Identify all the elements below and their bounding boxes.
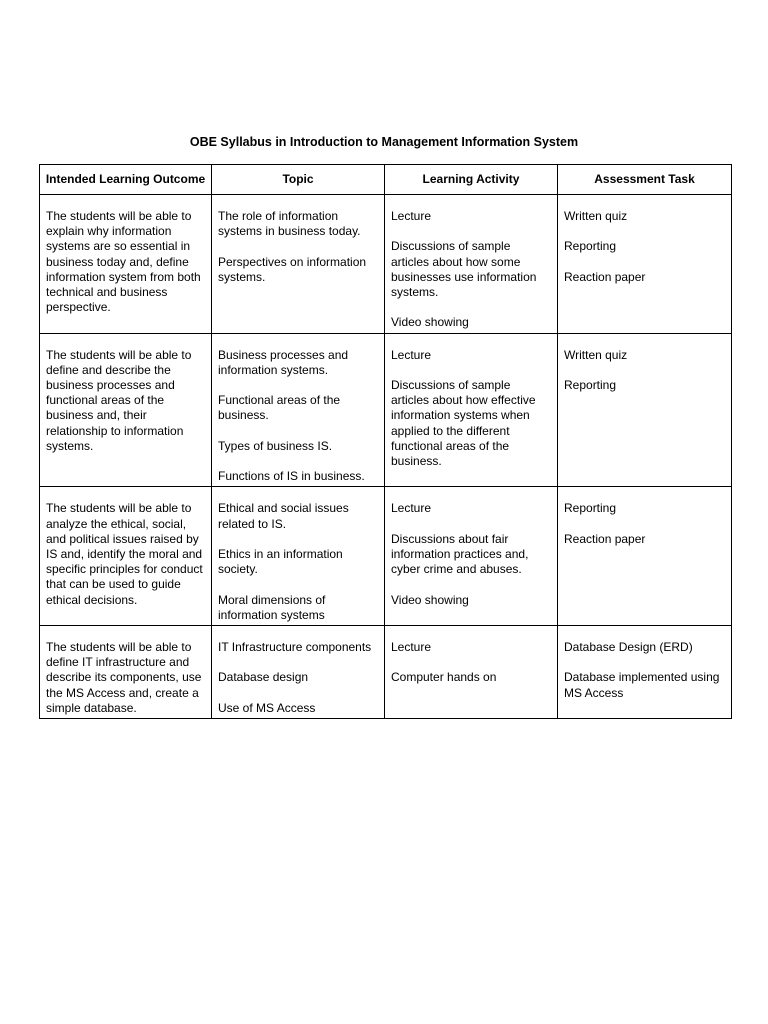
assessment-item: Reaction paper xyxy=(564,531,646,546)
assessment-item: Reporting xyxy=(564,377,617,392)
topic-item: Database design xyxy=(218,670,309,685)
activity-cell xyxy=(385,195,558,334)
assessment-item: Written quiz xyxy=(564,209,628,223)
topic-item: Business processes and information systems. xyxy=(218,347,349,377)
assessment-cell xyxy=(558,625,732,718)
assessment-cell xyxy=(558,487,732,626)
table-row xyxy=(40,625,732,718)
header-learning-activity: Learning Activity xyxy=(385,165,558,195)
topic-item: Ethics in an information society. xyxy=(218,546,343,577)
header-assessment-task: Assessment Task xyxy=(558,165,732,195)
assessment-item: Database implemented using MS Access xyxy=(564,670,720,700)
outcome-text: The students will be able to explain why information systems are so essential in business today and, define information system from both technical and business perspective. xyxy=(46,209,201,315)
activity-cell xyxy=(385,625,558,718)
activity-item: Lecture xyxy=(391,347,432,362)
activity-item: Discussions of sample articles about how some businesses use information systems. xyxy=(391,239,537,299)
topic-item: Use of MS Access xyxy=(218,700,316,715)
activity-item: Discussions of sample articles about how effective information systems when applied to the different functional areas of the business. xyxy=(391,377,536,468)
outcome-text: The students will be able to define IT infrastructure and describe its components, use the MS Access and, create a simple database. xyxy=(46,639,202,715)
header-intended-learning-outcome: Intended Learning Outcome xyxy=(40,165,212,195)
outcome-cell xyxy=(40,487,212,626)
header-topic: Topic xyxy=(212,165,385,195)
document-title: OBE Syllabus in Introduction to Management Information System xyxy=(189,135,579,149)
outcome-text: The students will be able to analyze the ethical, social, and political issues raised by IS and, identify the moral and specific principles for conduct that can be used to guide ethical decisions. xyxy=(46,501,203,607)
activity-cell xyxy=(385,333,558,487)
topic-item: The role of information systems in business today. xyxy=(218,209,361,239)
activity-item: Video showing xyxy=(391,315,469,330)
outcome-cell xyxy=(40,195,212,334)
table-row xyxy=(40,487,732,626)
table-header-row xyxy=(40,165,732,195)
topic-cell xyxy=(212,333,385,487)
outcome-cell xyxy=(40,625,212,718)
topic-item: Functions of IS in business. xyxy=(218,469,365,484)
topic-item: Moral dimensions of information systems xyxy=(218,592,326,622)
topic-cell xyxy=(212,487,385,626)
table-row xyxy=(40,195,732,334)
assessment-item: Written quiz xyxy=(564,347,628,362)
table-row xyxy=(40,333,732,487)
assessment-cell xyxy=(558,195,732,334)
activity-item: Lecture xyxy=(391,209,432,223)
assessment-item: Reporting xyxy=(564,501,617,516)
assessment-cell xyxy=(558,333,732,487)
syllabus-table xyxy=(39,164,732,719)
activity-item: Computer hands on xyxy=(391,670,497,685)
topic-item: Functional areas of the business. xyxy=(218,393,341,423)
topic-cell xyxy=(212,195,385,334)
activity-cell xyxy=(385,487,558,626)
topic-item: Ethical and social issues related to IS. xyxy=(218,501,349,531)
activity-item: Discussions about fair information practices and, cyber crime and abuses. xyxy=(391,531,529,577)
outcome-text: The students will be able to define and describe the business processes and functional areas of the business and, their relationship to information systems. xyxy=(46,347,192,453)
assessment-item: Database Design (ERD) xyxy=(564,639,693,654)
topic-item: Perspectives on information systems. xyxy=(218,254,367,284)
topic-cell xyxy=(212,625,385,718)
outcome-cell xyxy=(40,333,212,487)
activity-item: Lecture xyxy=(391,501,432,516)
activity-item: Lecture xyxy=(391,639,432,654)
activity-item: Video showing xyxy=(391,592,469,607)
assessment-item: Reaction paper xyxy=(564,269,646,284)
topic-item: IT Infrastructure components xyxy=(218,639,372,654)
assessment-item: Reporting xyxy=(564,239,617,254)
topic-item: Types of business IS. xyxy=(218,438,333,453)
